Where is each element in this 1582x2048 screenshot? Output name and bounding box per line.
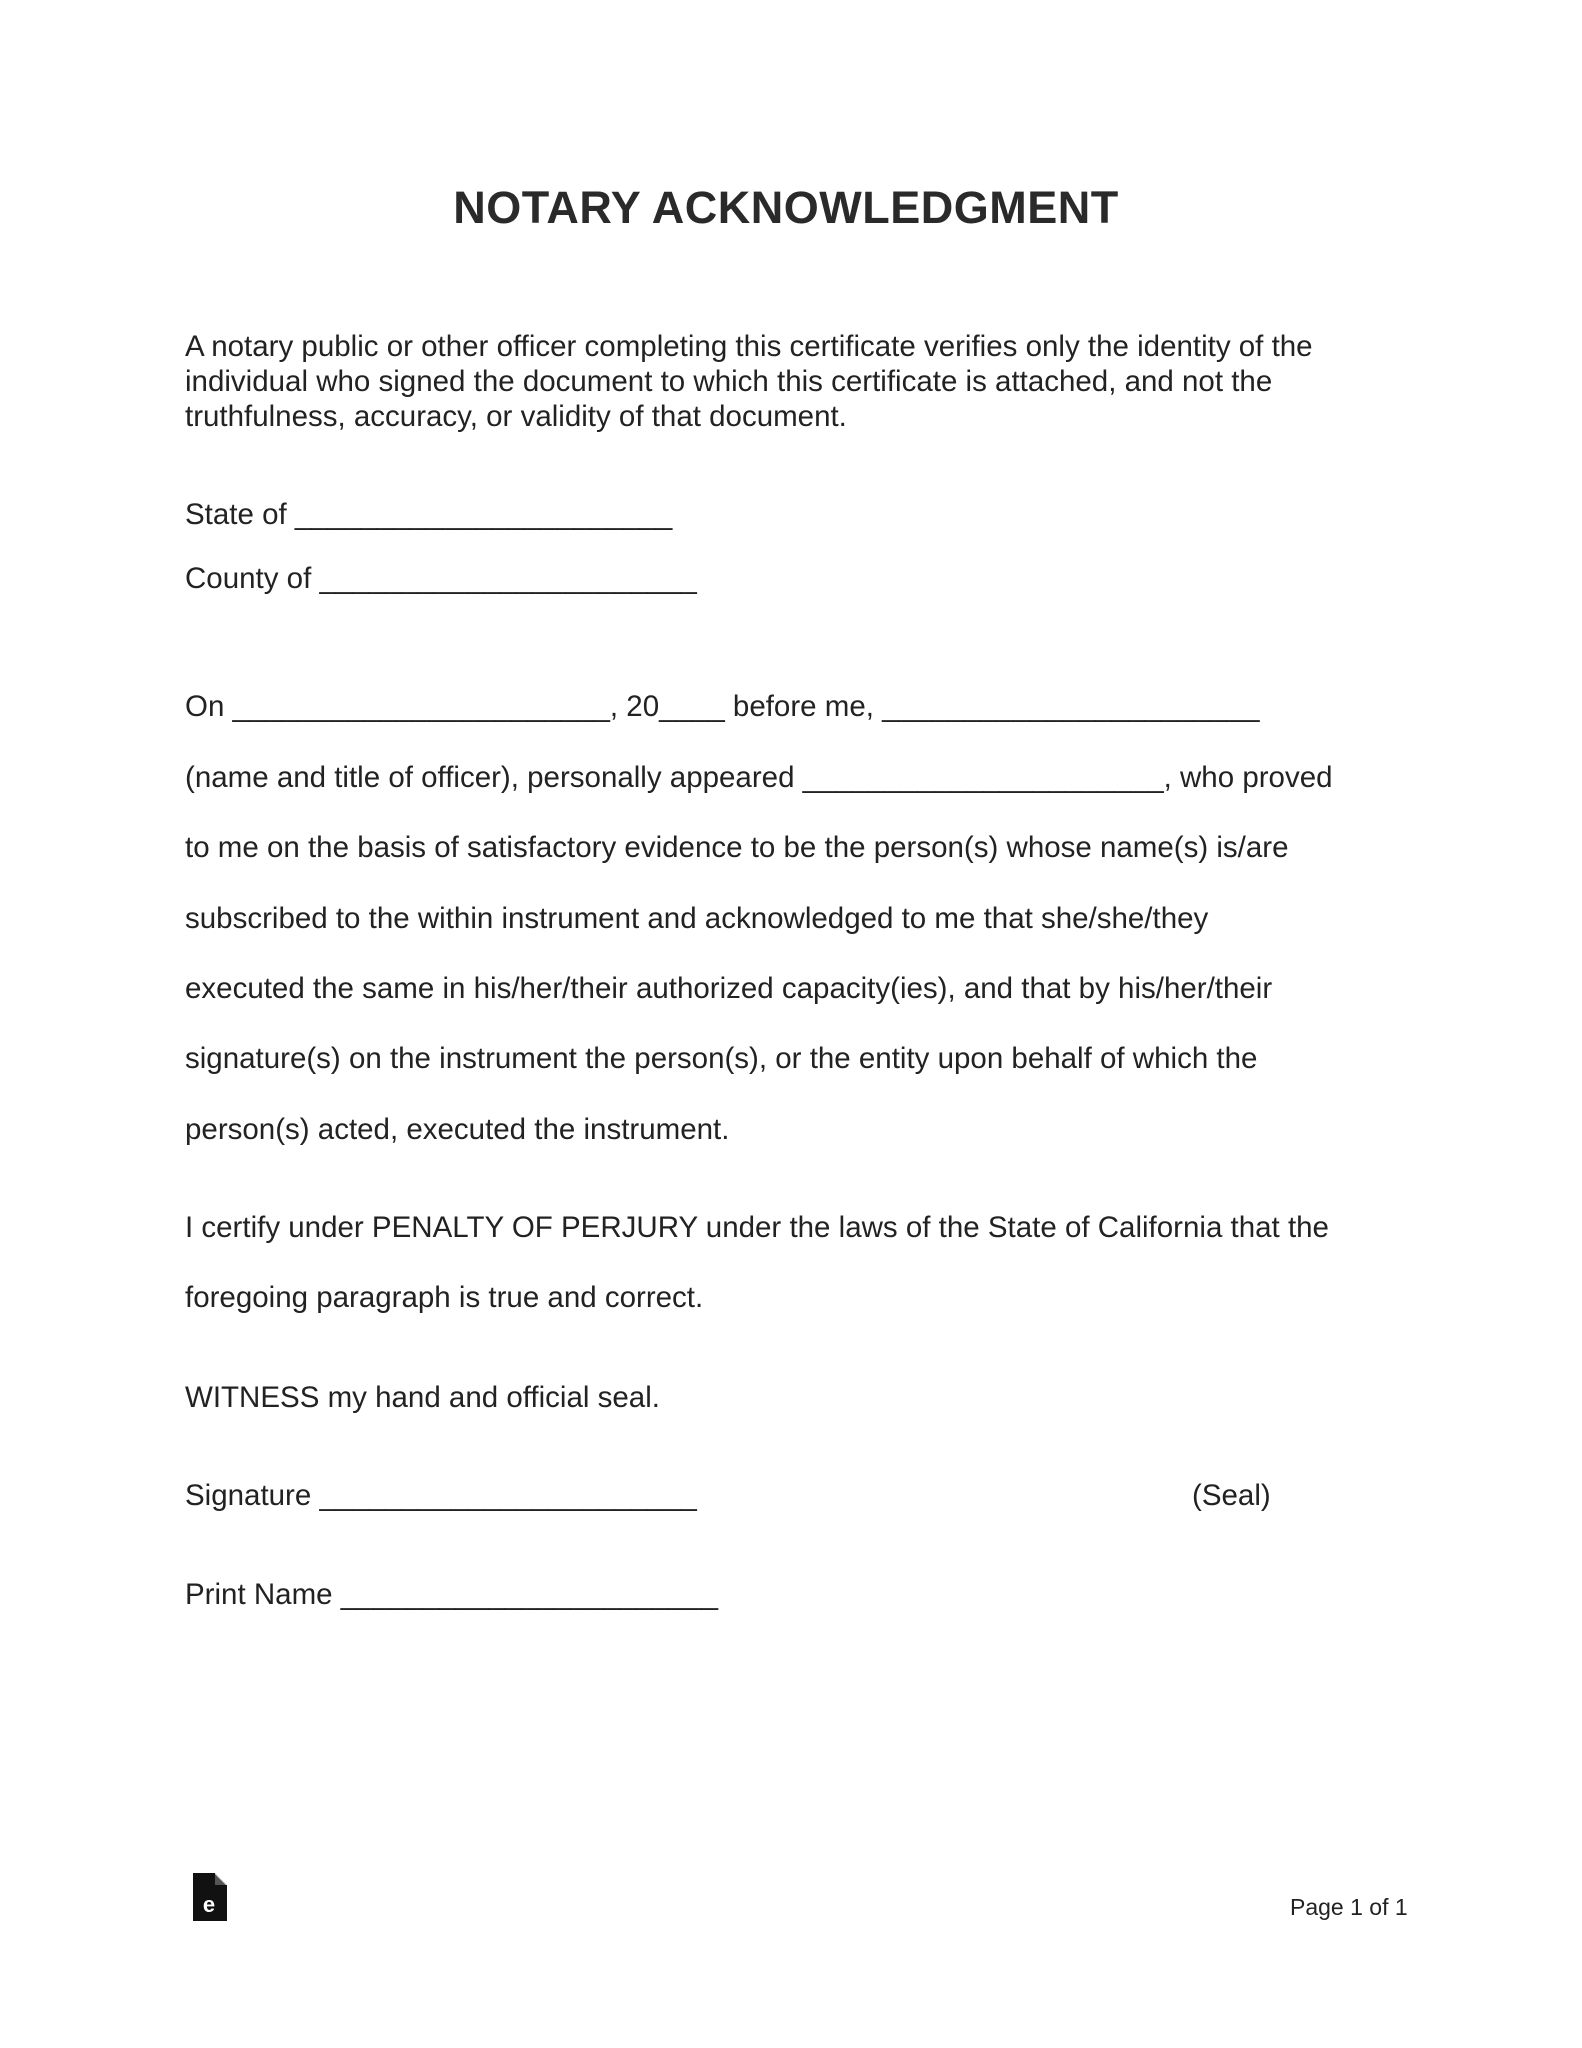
acknowledgment-line-7: person(s) acted, executed the instrument. — [185, 1113, 730, 1146]
acknowledgment-line-5: executed the same in his/her/their authorized capacity(ies), and that by his/her/their — [185, 972, 1273, 1005]
page-number: Page 1 of 1 — [1290, 1894, 1408, 1920]
certification-line-1: I certify under PENALTY OF PERJURY under the laws of the State of California that the — [185, 1211, 1329, 1244]
acknowledgment-line-2[interactable]: (name and title of officer), personally appeared ______________________, who proved — [185, 761, 1333, 794]
county-of-field[interactable]: County of _______________________ — [185, 562, 697, 595]
svg-text:e: e — [202, 1892, 216, 1917]
acknowledgment-line-1[interactable]: On _______________________, 20____ before me, _______________________ — [185, 690, 1260, 723]
acknowledgment-line-3: to me on the basis of satisfactory evidence to be the person(s) whose name(s) is/are — [185, 831, 1289, 864]
certification-line-2: foregoing paragraph is true and correct. — [185, 1281, 704, 1314]
acknowledgment-line-6: signature(s) on the instrument the person(s), or the entity upon behalf of which the — [185, 1042, 1258, 1075]
disclaimer-line-1: A notary public or other officer completing this certificate verifies only the identity of the — [185, 330, 1313, 363]
eforms-logo-icon — [193, 1873, 227, 1921]
disclaimer-line-3: truthfulness, accuracy, or validity of that document. — [185, 400, 847, 433]
state-of-field[interactable]: State of _______________________ — [185, 498, 673, 531]
acknowledgment-line-4: subscribed to the within instrument and acknowledged to me that she/she/they — [185, 902, 1209, 935]
disclaimer-line-2: individual who signed the document to which this certificate is attached, and not the — [185, 365, 1273, 398]
witness-statement: WITNESS my hand and official seal. — [185, 1381, 660, 1414]
signature-field[interactable]: Signature _______________________ — [185, 1479, 697, 1512]
print-name-field[interactable]: Print Name _______________________ — [185, 1578, 719, 1611]
seal-label: (Seal) — [1192, 1479, 1271, 1512]
document-title: NOTARY ACKNOWLEDGMENT — [453, 182, 1119, 233]
